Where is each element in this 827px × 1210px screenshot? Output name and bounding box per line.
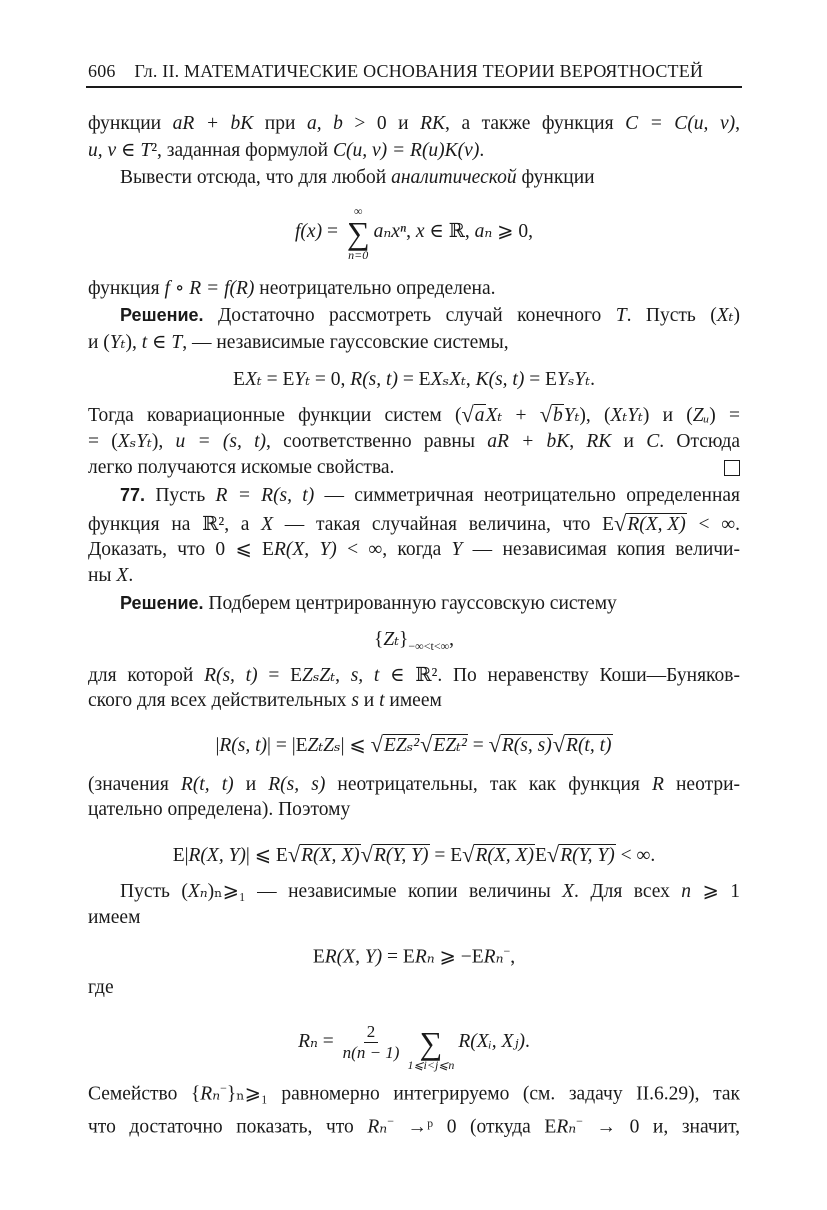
math-text: Zᵤ xyxy=(692,405,710,426)
text-line: Решение. Подберем центрированную гауссовскую систему xyxy=(120,593,617,614)
square-root xyxy=(614,510,687,538)
math-text: R = R(s, t) xyxy=(215,485,315,506)
math-text: Rₙ xyxy=(556,1116,577,1138)
radical-sign: √ xyxy=(614,511,627,536)
radical-sign: √ xyxy=(370,732,383,757)
math-text: Yₜ xyxy=(109,332,126,353)
text-line: имеем xyxy=(88,907,141,928)
radicand xyxy=(432,734,467,757)
radical-sign: √ xyxy=(462,842,475,867)
text-line: где xyxy=(88,977,114,998)
denominator: n(n − 1) xyxy=(342,1043,400,1063)
sigma-symbol: ∑ xyxy=(346,214,370,251)
text-line: Rₙ = $\frac{2}{n(n - 1)}$ ∑ 1⩽i<j⩽n R(Xᵢ, Xⱼ). xyxy=(88,1012,740,1072)
math-text: Xₜ xyxy=(485,405,503,426)
math-text: XₛXₜ xyxy=(430,369,466,390)
sigma-symbol: ∑ xyxy=(419,1024,443,1061)
radical-sign: √ xyxy=(461,402,474,427)
math-text: R xyxy=(651,774,664,795)
text-line: Тогда ковариационные функции систем (√aXₜ + √bYₜ), (XₜYₜ) и (Zᵤ) = xyxy=(88,402,740,427)
math-text: C xyxy=(646,431,660,452)
math-text: aₙ xyxy=(474,221,493,242)
math-text: Rₙ xyxy=(200,1083,221,1105)
text-line: Пусть (Xₙ)ₙ⩾₁ — независимые копии величины X. Для всех n ⩾ 1 xyxy=(120,881,740,902)
text-line: для которой R(s, t) = EZₛZₜ, s, t ∈ ℝ². По неравенству Коши—Буняков- xyxy=(88,665,740,686)
radical-sign: √ xyxy=(552,732,566,757)
math-text: Yₜ xyxy=(563,405,580,426)
square-root xyxy=(461,401,485,429)
math-text: T xyxy=(615,305,627,326)
text-line: функция f ∘ R = f(R) неотрицательно определена. xyxy=(88,278,496,299)
math-text: aₙxⁿ xyxy=(373,221,407,242)
math-text: R(Xᵢ, Xⱼ) xyxy=(458,1031,526,1052)
math-text: YₛYₜ xyxy=(556,369,591,390)
text-line: Вывести отсюда, что для любой аналитической функции xyxy=(120,167,595,188)
square-root xyxy=(371,731,421,759)
text-line: f(x) = ∞ ∑ n=0 aₙxⁿ, x ∈ ℝ, aₙ ⩾ 0, xyxy=(295,203,533,262)
radicand xyxy=(373,844,430,867)
radicand xyxy=(300,844,360,867)
page-number: 606 xyxy=(88,61,116,81)
superscript: − xyxy=(220,1081,227,1095)
radicand xyxy=(626,513,686,536)
text-line: Решение. Достаточно рассмотреть случай конечного T. Пусть (Xₜ) xyxy=(120,305,740,326)
math-text: Rₙ xyxy=(483,946,504,968)
math-text: f(x) xyxy=(295,221,323,242)
numerator: 2 xyxy=(364,1022,379,1043)
sum-lower-limit: n=0 xyxy=(348,247,369,262)
math-text: Zₜ xyxy=(383,629,400,650)
superscript: − xyxy=(576,1114,583,1128)
end-of-proof-icon xyxy=(724,460,740,476)
math-text: X xyxy=(562,881,575,902)
math-text: Yₜ xyxy=(294,369,311,390)
text-line: E|R(X, Y)| ⩽ E√R(X, X)√R(Y, Y) = E√R(X, X)E√R(Y, Y) < ∞. xyxy=(172,842,656,867)
math-text: R(X, X) xyxy=(627,514,686,535)
math-text: XₛYₜ xyxy=(117,431,152,452)
math-text: u = (s, t) xyxy=(175,431,266,452)
radical-sign: √ xyxy=(539,402,552,427)
radicand xyxy=(552,404,564,427)
text-line: EXₜ = EYₜ = 0, R(s, t) = EXₛXₜ, K(s, t) = EYₛYₜ. xyxy=(233,369,595,390)
math-text: Xₙ xyxy=(187,881,208,902)
radicand xyxy=(559,844,616,867)
summation xyxy=(407,1015,454,1071)
math-text: s xyxy=(351,690,359,711)
math-text: R(s, t) xyxy=(219,735,268,756)
math-text: Y xyxy=(451,539,463,560)
math-text: f ∘ R = f(R) xyxy=(164,278,255,299)
math-text: Xₜ xyxy=(716,305,734,326)
math-text: T xyxy=(140,140,152,161)
math-text: T xyxy=(171,332,183,353)
math-text: RK xyxy=(586,431,612,452)
math-text: a xyxy=(474,405,485,426)
bold-label: 77. xyxy=(120,485,146,505)
text-line: функции aR + bK при a, b > 0 и RK, а также функция C = C(u, v), xyxy=(88,113,740,134)
radicand xyxy=(474,404,486,427)
math-text: s, t xyxy=(350,665,380,686)
superscript: − xyxy=(503,944,511,958)
math-text: XₜYₜ xyxy=(610,405,643,426)
text-line: легко получаются искомые свойства. xyxy=(88,454,740,481)
radical-sign: √ xyxy=(420,732,433,757)
math-text: R(s, s) xyxy=(268,774,326,795)
radicand xyxy=(501,734,553,757)
square-root xyxy=(553,731,613,759)
math-text: R(s, t) xyxy=(350,369,398,390)
math-text: a, b xyxy=(306,113,343,134)
text-line: = (XₛYₜ), u = (s, t), соответственно равны aR + bK, RK и C. Отсюда xyxy=(88,431,741,452)
math-text: C(u, v) = R(u)K(v) xyxy=(332,140,480,161)
math-text: t xyxy=(141,332,148,353)
math-text: aR + bK xyxy=(172,113,254,134)
text-line: ского для всех действительных s и t имеем xyxy=(88,690,442,711)
math-text: RK xyxy=(420,113,446,134)
radical-sign: √ xyxy=(488,732,501,757)
math-text: R(t, t) xyxy=(180,774,234,795)
text-line: (значения R(t, t) и R(s, s) неотрицательны, так как функция R неотри- xyxy=(88,774,741,795)
math-text: X xyxy=(116,565,129,586)
square-root xyxy=(361,841,430,869)
math-text: Rₙ xyxy=(414,946,435,968)
text-line: Доказать, что 0 ⩽ ER(X, Y) < ∞, когда Y — независимая копия величи- xyxy=(88,539,740,560)
math-text: n xyxy=(681,881,692,902)
radical-sign: √ xyxy=(546,842,560,867)
math-text: x xyxy=(415,221,425,242)
math-text: u, v xyxy=(88,140,117,161)
math-text: Rₙ xyxy=(298,1031,318,1052)
square-root xyxy=(462,841,535,869)
square-root xyxy=(540,401,564,429)
fraction xyxy=(343,1022,400,1062)
math-text: аналитической xyxy=(391,167,517,188)
radicand xyxy=(383,734,420,757)
bold-label: Решение. xyxy=(120,593,204,613)
text-line: Семейство {Rₙ−}ₙ⩾₁ равномерно интегрируемо (см. задачу II.6.29), так xyxy=(88,1081,740,1105)
radicand xyxy=(474,844,534,867)
text-line: |R(s, t)| = |EZₜZₛ| ⩽ √EZₛ²√EZₜ² = √R(s, s)√R(t, t) xyxy=(215,732,612,757)
text-line: ER(X, Y) = ERₙ ⩾ −ERₙ−, xyxy=(312,944,516,968)
summation xyxy=(347,205,370,261)
math-text: K(s, t) xyxy=(475,369,525,390)
math-text: R(Y, Y) xyxy=(373,845,429,866)
math-text: R(s, t) xyxy=(204,665,258,686)
text-line: цательно определена). Поэтому xyxy=(88,799,351,820)
text-line: функция на ℝ², а X — такая случайная величина, что E√R(X, X) < ∞. xyxy=(88,511,740,536)
square-root xyxy=(547,841,616,869)
math-text: R(X, Y) xyxy=(324,946,383,968)
math-text: R(X, X) xyxy=(301,845,360,866)
math-text: Xₜ xyxy=(244,369,262,390)
math-text: aR + bK xyxy=(487,431,570,452)
header-rule xyxy=(86,86,742,88)
math-text: X xyxy=(261,514,274,535)
text-line: u, v ∈ T², заданная формулой C(u, v) = R(u)K(v). xyxy=(88,140,485,161)
math-text: C = C(u, v) xyxy=(625,113,736,134)
math-text: R(X, X) xyxy=(475,845,534,866)
math-text: R(X, Y) xyxy=(188,845,246,866)
text-line: 77. Пусть R = R(s, t) — симметричная неотрицательно определенная xyxy=(120,485,741,506)
superscript: − xyxy=(387,1114,394,1128)
math-text: R(Y, Y) xyxy=(560,845,615,866)
math-text: ZₜZₛ xyxy=(307,735,341,756)
math-text: EZₜ² xyxy=(433,735,467,756)
math-text: t xyxy=(379,690,385,711)
math-text: ZₛZₜ xyxy=(302,665,336,686)
radical-sign: √ xyxy=(360,842,373,867)
square-root xyxy=(489,731,553,759)
math-text: R(t, t) xyxy=(566,735,612,756)
text-line: ны X. xyxy=(88,565,134,586)
math-text: R(s, s) xyxy=(501,735,552,756)
running-title: Гл. II. МАТЕМАТИЧЕСКИЕ ОСНОВАНИЯ ТЕОРИИ ВЕРОЯТНОСТЕЙ xyxy=(134,61,704,81)
running-header xyxy=(88,58,740,85)
square-root xyxy=(420,731,468,759)
text-line: и (Yₜ), t ∈ T, — независимые гауссовские системы, xyxy=(88,332,509,353)
radicand xyxy=(565,734,612,757)
radical-sign: √ xyxy=(287,842,301,867)
square-root xyxy=(288,841,361,869)
text-line: что достаточно показать, что Rₙ− →ᵖ 0 (откуда ERₙ− → 0 и, значит, xyxy=(88,1114,741,1138)
math-text: b xyxy=(553,405,563,426)
text-line: $\{Z_t\}_{-\infty<t<\infty}$, xyxy=(373,629,455,653)
sum-upper-limit: ∞ xyxy=(353,203,363,218)
math-text: EZₛ² xyxy=(383,735,420,756)
subscript: −∞<t<∞ xyxy=(408,638,450,653)
sum-lower-limit: 1⩽i<j⩽n xyxy=(407,1057,455,1072)
math-text: R(X, Y) xyxy=(273,539,337,560)
math-text: Rₙ xyxy=(367,1116,388,1138)
bold-label: Решение. xyxy=(120,305,204,325)
